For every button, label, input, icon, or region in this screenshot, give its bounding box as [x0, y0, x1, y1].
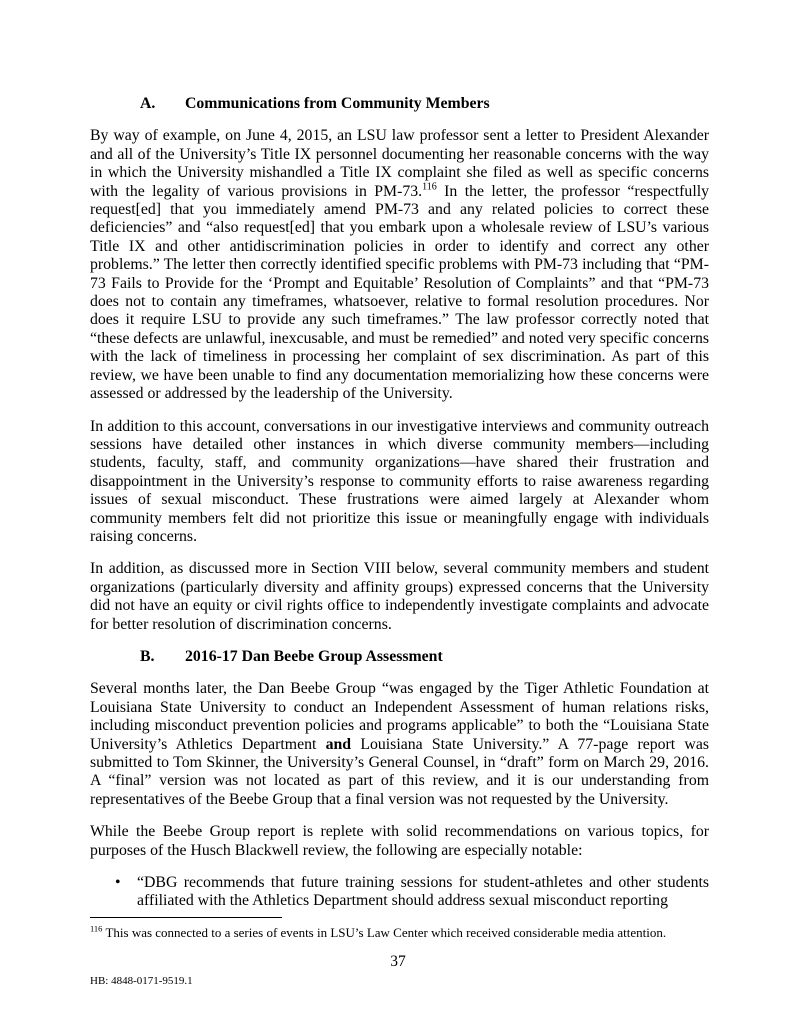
- section-label: A.: [140, 95, 156, 112]
- bullet-text: [137, 874, 709, 911]
- footnote-area: [90, 917, 709, 940]
- footnote-ref: 116: [422, 181, 437, 193]
- text-run: “DBG recommends that future training sessions for student-athletes and other students affiliated with the Athletics Department should address sexual misconduct reporting: [137, 874, 709, 910]
- bullet-icon: •: [115, 874, 121, 892]
- footnote-text: This was connected to a series of events in LSU’s Law Center which received considerable media attention.: [105, 925, 667, 940]
- paragraph: [90, 560, 709, 634]
- text-run: and: [325, 735, 352, 753]
- section-label: B.: [140, 647, 155, 665]
- bullet-item: [90, 874, 709, 911]
- section-title: Communications from Community Members: [185, 95, 490, 112]
- paragraph: [90, 823, 709, 860]
- text-run: Louisiana State University.” A 77-page report was submitted to Tom Skinner, the University’s General Counsel, in “draft” form on March 29, 2016. A “final” version was not located as part of this review, and it is our understanding from representatives of the Beebe Group that a final version was not requested by the University.: [90, 735, 709, 808]
- text-run: In addition, as discussed more in Section VIII below, several community members and student organizations (particularly diversity and affinity groups) expressed concerns that the University did not have an equity or civil rights office to independently investigate complaints and advocate for better resolution of discrimination concerns.: [90, 560, 709, 633]
- text-run: By way of example, on June 4, 2015, an LSU law professor sent a letter to President Alexander and all of the University’s Title IX personnel documenting her reasonable concerns with the way in which the University mishandled a Title IX complaint she filed as well as specific concerns with the legality of various provisions in PM-73.: [90, 127, 709, 200]
- text-run: In the letter, the professor “respectfully request[ed] that you immediately amend PM-73 and any related policies to correct these deficiencies” and “also request[ed] that you embark upon a wholesale review of LSU’s various Title IX and other antidiscrimination policies in order to identify and correct any other problems.” The letter then correctly identified specific problems with PM-73 including that “PM-73 Fails to Provide for the ‘Prompt and Equitable’ Resolution of Complaints” and that “PM-73 does not to contain any timeframes, whatsoever, relative to formal resolution procedures. Nor does it require LSU to provide any such timeframes.” The law professor correctly noted that “these defects are unlawful, inexcusable, and must be remedied” and noted very specific concerns with the lack of timeliness in processing her complaint of sex discrimination. As part of this review, we have been unable to find any documentation memorializing how these concerns were assessed or addressed by the leadership of the University.: [90, 182, 709, 403]
- doc-id: HB: 4848-0171-9519.1: [90, 975, 193, 987]
- document-body: [90, 95, 709, 911]
- paragraph: [90, 680, 709, 809]
- section-title: 2016-17 Dan Beebe Group Assessment: [185, 647, 443, 665]
- page-number: 37: [390, 953, 406, 970]
- paragraph: [90, 127, 709, 403]
- footnote-separator: [90, 917, 282, 918]
- text-run: Several months later, the Dan Beebe Group “was engaged by the Tiger Athletic Foundation at Louisiana State University to conduct an Independent Assessment of human relations risks, including misconduct prevention policies and programs applicable” to both the “Louisiana State University’s Athletics Department: [90, 680, 709, 753]
- section-heading: [90, 95, 709, 113]
- footnote: [90, 925, 709, 940]
- text-run: While the Beebe Group report is replete with solid recommendations on various topics, for purposes of the Husch Blackwell review, the following are especially notable:: [90, 823, 709, 859]
- text-run: In addition to this account, conversations in our investigative interviews and community outreach sessions have detailed other instances in which diverse community members—including students, faculty, staff, and community organizations—have shared their frustration and disappointment in the University’s response to community efforts to raise awareness regarding issues of sexual misconduct. These frustrations were aimed largely at Alexander whom community members felt did not prioritize this issue or meaningfully engage with individuals raising concerns.: [90, 417, 709, 545]
- footnote-number: 116: [90, 923, 103, 934]
- paragraph: [90, 418, 709, 547]
- section-heading: [90, 648, 709, 666]
